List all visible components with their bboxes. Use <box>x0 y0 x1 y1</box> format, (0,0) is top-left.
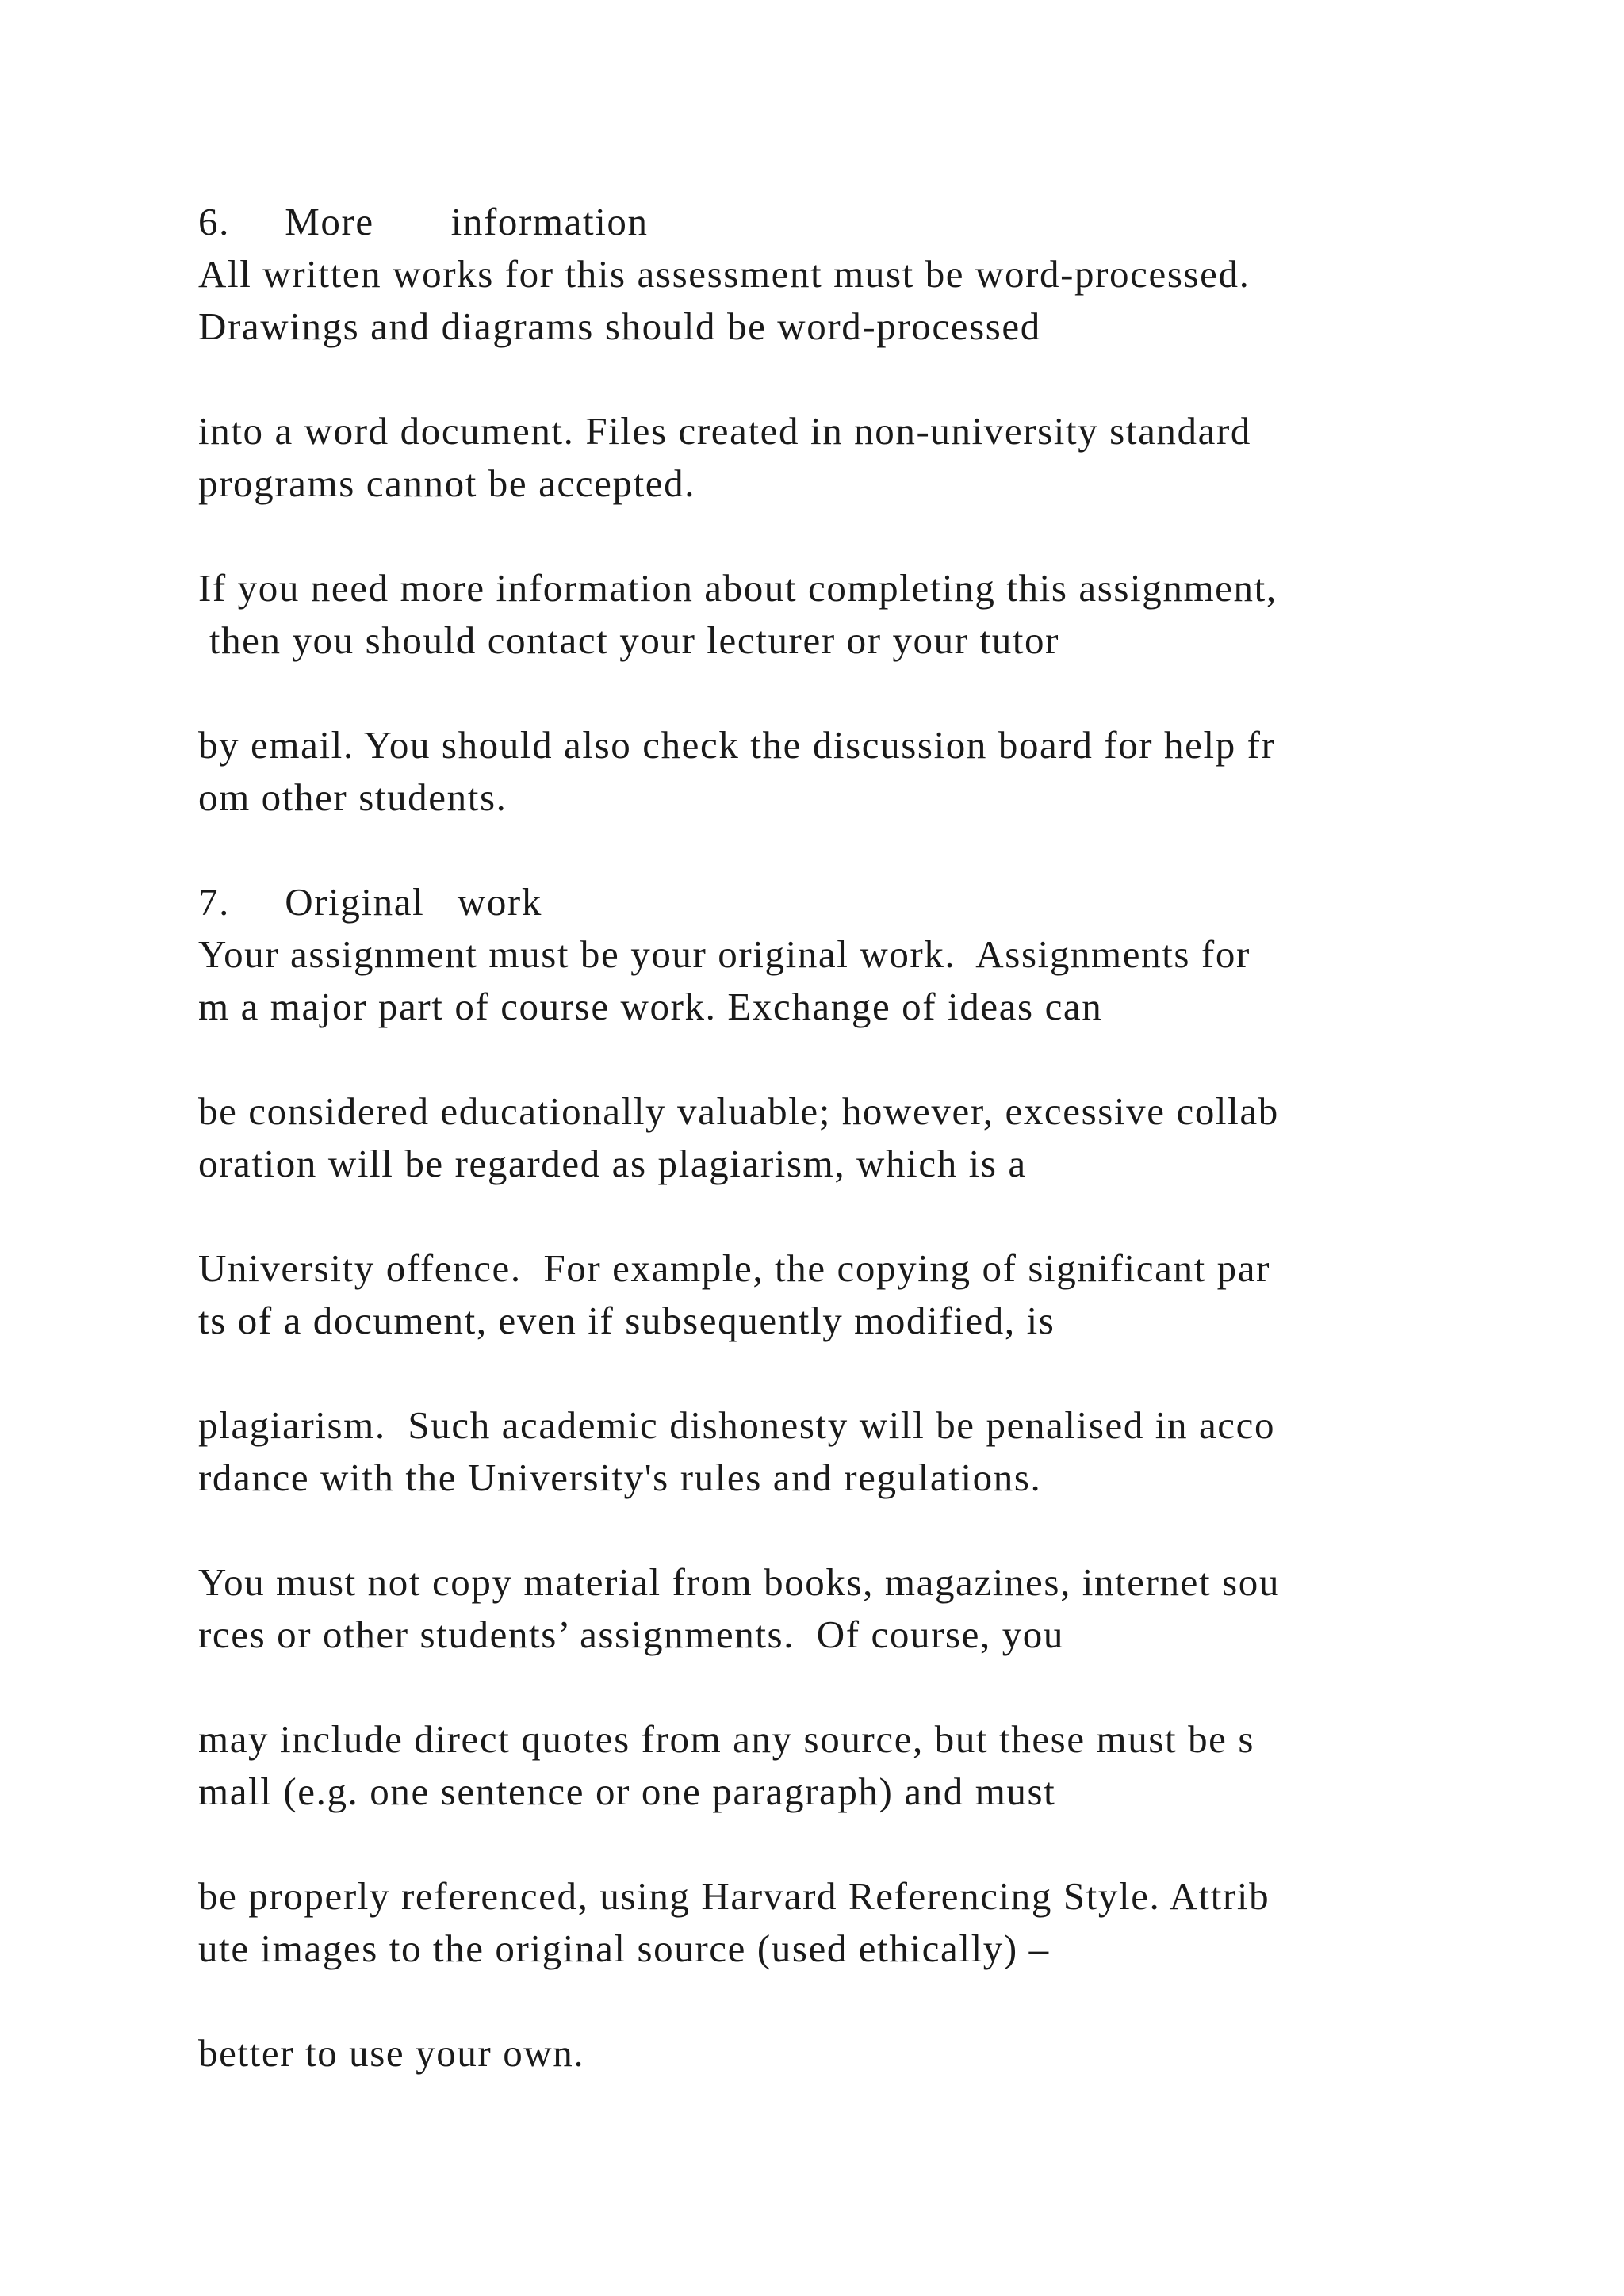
paragraph-line: oration will be regarded as plagiarism, which is a <box>198 1142 1027 1185</box>
paragraph-line: Drawings and diagrams should be word-processed <box>198 304 1041 348</box>
paragraph-line: ts of a document, even if subsequently modified, is <box>198 1299 1055 1342</box>
paragraph-line: rces or other students’ assignments. Of course, you <box>198 1613 1065 1656</box>
paragraph-line: You must not copy material from books, magazines, internet sou <box>198 1560 1280 1604</box>
paragraph-line: may include direct quotes from any source, but these must be s <box>198 1717 1255 1761</box>
paragraph-line: om other students. <box>198 775 508 819</box>
paragraph-line: mall (e.g. one sentence or one paragraph) and must <box>198 1770 1056 1813</box>
paragraph-line: be considered educationally valuable; however, excessive collab <box>198 1089 1279 1133</box>
paragraph-line: plagiarism. Such academic dishonesty will be penalised in acco <box>198 1403 1276 1447</box>
paragraph-line: be properly referenced, using Harvard Referencing Style. Attrib <box>198 1874 1270 1918</box>
paragraph-line: rdance with the University's rules and regulations. <box>198 1456 1042 1499</box>
paragraph-line: programs cannot be accepted. <box>198 461 696 505</box>
paragraph-line: m a major part of course work. Exchange of ideas can <box>198 985 1103 1028</box>
paragraph-line: then you should contact your lecturer or your tutor <box>198 618 1060 662</box>
paragraph-line: All written works for this assessment must be word-processed. <box>198 252 1251 296</box>
paragraph-line: into a word document. Files created in non-university standard <box>198 409 1251 453</box>
paragraph-line: University offence. For example, the copying of significant par <box>198 1246 1270 1290</box>
paragraph-line: by email. You should also check the discussion board for help fr <box>198 723 1276 767</box>
paragraph-line: If you need more information about completing this assignment, <box>198 566 1277 610</box>
section-7-heading: 7. Original work <box>198 880 542 924</box>
paragraph-line: ute images to the original source (used ethically) – <box>198 1927 1050 1970</box>
paragraph-line: better to use your own. <box>198 2031 585 2075</box>
paragraph-line: Your assignment must be your original work. Assignments for <box>198 932 1251 976</box>
section-6-heading: 6. More information <box>198 200 649 243</box>
